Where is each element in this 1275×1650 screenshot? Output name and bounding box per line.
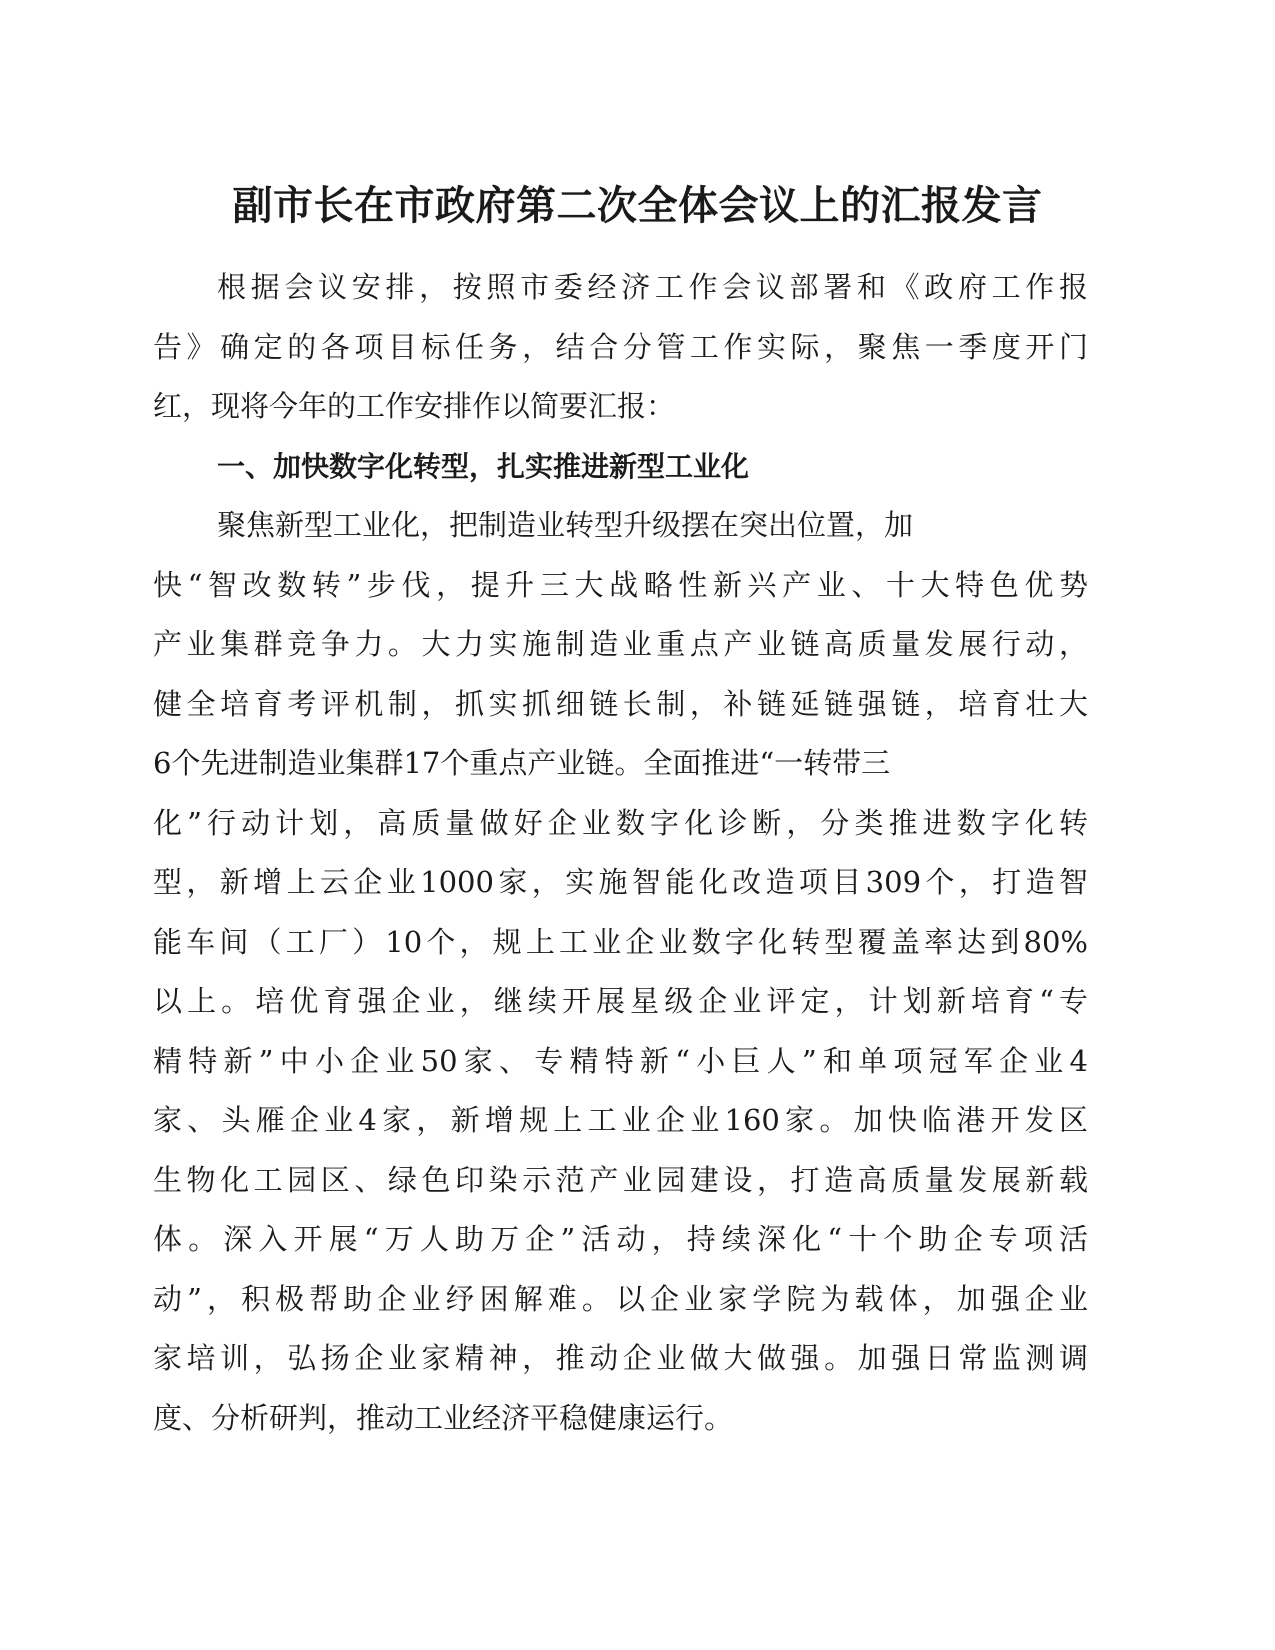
section-line: 健全培育考评机制，抓实抓细链长制，补链延链强链，培育壮大: [153, 686, 1088, 721]
section-line: 以上。培优育强企业，继续开展星级企业评定，计划新培育“专: [153, 984, 1088, 1018]
document-title: 副市长在市政府第二次全体会议上的汇报发言: [232, 182, 1043, 229]
section-line: 能车间（工厂）10个，规上工业企业数字化转型覆盖率达到80%: [153, 924, 1088, 959]
section-line: 生物化工园区、绿色印染示范产业园建设，打造高质量发展新载: [153, 1162, 1088, 1197]
intro-line: 根据会议安排，按照市委经济工作会议部署和《政府工作报: [217, 270, 1088, 304]
document-body: [153, 258, 1088, 1448]
section-line: 度、分析研判，推动工业经济平稳健康运行。: [153, 1400, 734, 1435]
section-line: 化”行动计划，高质量做好企业数字化诊断，分类推进数字化转: [153, 805, 1088, 840]
intro-line: 告》确定的各项目标任务，结合分管工作实际，聚焦一季度开门: [153, 329, 1088, 364]
section-line: 体。深入开展“万人助万企”活动，持续深化“十个助企专项活: [153, 1222, 1088, 1256]
section-line: 家、头雁企业4家，新增规上工业企业160家。加快临港开发区: [153, 1103, 1088, 1137]
section-line: 产业集群竞争力。大力实施制造业重点产业链高质量发展行动，: [153, 627, 1088, 661]
section-line: 动”，积极帮助企业纾困解难。以企业家学院为载体，加强企业: [153, 1281, 1088, 1316]
section-line: 精特新”中小企业50家、专精特新“小巨人”和单项冠军企业4: [153, 1043, 1088, 1078]
section-line: 快“智改数转”步伐，提升三大战略性新兴产业、十大特色优势: [153, 567, 1088, 602]
section-line: 型，新增上云企业1000家，实施智能化改造项目309个，打造智: [153, 865, 1088, 899]
section-line: 6个先进制造业集群17个重点产业链。全面推进“一转带三: [153, 746, 891, 780]
section-heading: 一、加快数字化转型，扎实推进新型工业化: [217, 449, 750, 483]
intro-line: 红，现将今年的工作安排作以简要汇报：: [153, 389, 676, 423]
section-line: 家培训，弘扬企业家精神，推动企业做大做强。加强日常监测调: [153, 1341, 1088, 1375]
section-line: 聚焦新型工业化，把制造业转型升级摆在突出位置，加: [217, 508, 914, 542]
